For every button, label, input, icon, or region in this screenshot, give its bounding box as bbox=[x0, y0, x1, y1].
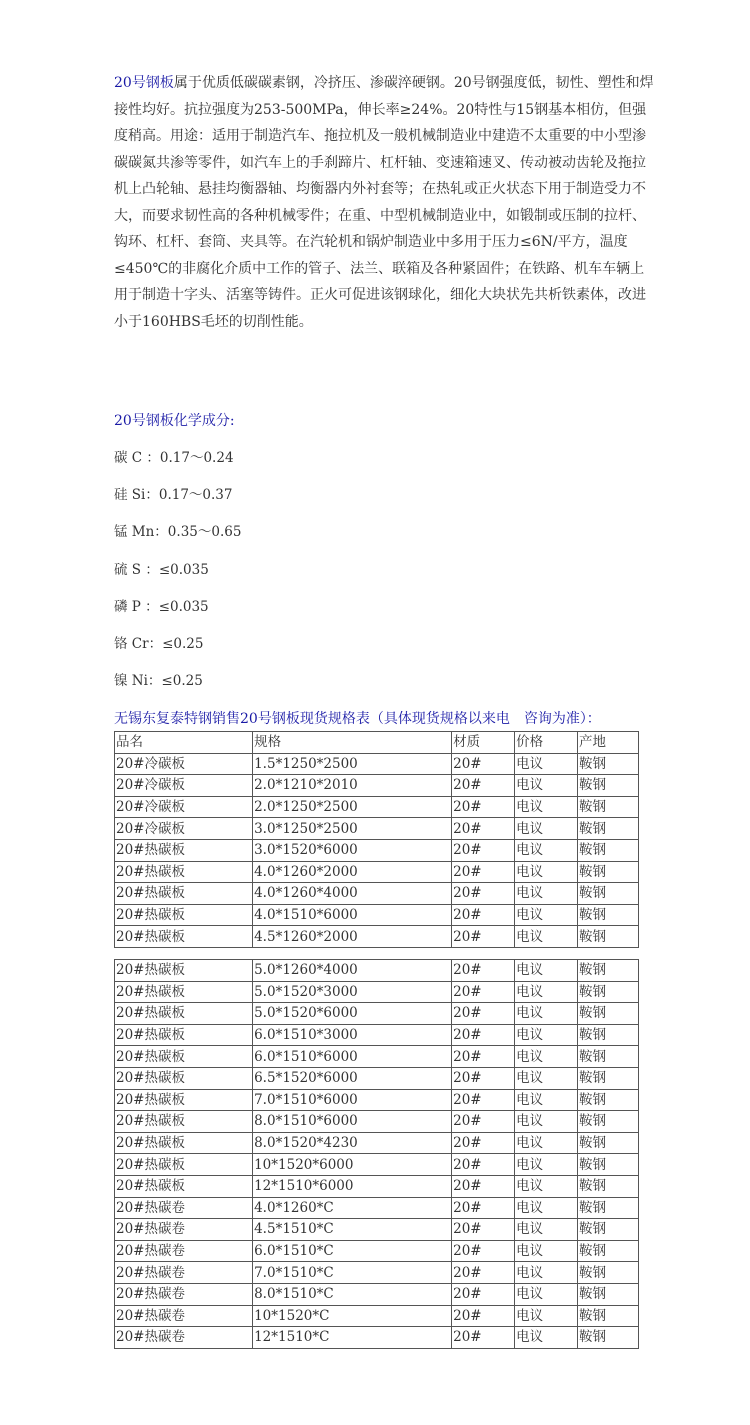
cell-spec: 10*1520*C bbox=[253, 1305, 452, 1327]
chemistry-item: 铬 Cr：≤0.25 bbox=[114, 635, 204, 652]
cell-price: 电议 bbox=[515, 1197, 578, 1219]
cell-origin: 鞍钢 bbox=[578, 818, 639, 840]
cell-spec: 3.0*1250*2500 bbox=[253, 818, 452, 840]
table-row bbox=[115, 1132, 639, 1154]
cell-spec: 4.0*1260*2000 bbox=[253, 861, 452, 883]
cell-origin: 鞍钢 bbox=[578, 861, 639, 883]
chemistry-list bbox=[114, 445, 241, 705]
intro-paragraph bbox=[114, 70, 654, 335]
cell-material: 20# bbox=[452, 883, 515, 905]
table-row bbox=[115, 1111, 639, 1133]
cell-name: 20#热碳板 bbox=[115, 1089, 253, 1111]
cell-name: 20#热碳板 bbox=[115, 960, 253, 982]
cell-material: 20# bbox=[452, 1024, 515, 1046]
cell-spec: 7.0*1510*6000 bbox=[253, 1089, 452, 1111]
cell-origin: 鞍钢 bbox=[578, 904, 639, 926]
cell-name: 20#热碳板 bbox=[115, 861, 253, 883]
chemistry-item: 硫 S ：≤0.035 bbox=[114, 561, 209, 578]
cell-name: 20#热碳板 bbox=[115, 904, 253, 926]
table-row bbox=[115, 1175, 639, 1197]
cell-price: 电议 bbox=[515, 1024, 578, 1046]
cell-origin: 鞍钢 bbox=[578, 1132, 639, 1154]
chemistry-item: 锰 Mn：0.35～0.65 bbox=[114, 524, 242, 541]
cell-spec: 12*1510*C bbox=[253, 1327, 452, 1349]
cell-spec: 12*1510*6000 bbox=[253, 1175, 452, 1197]
cell-origin: 鞍钢 bbox=[578, 839, 639, 861]
cell-price: 电议 bbox=[515, 1240, 578, 1262]
table-row bbox=[115, 1240, 639, 1262]
cell-origin: 鞍钢 bbox=[578, 1219, 639, 1241]
table-row bbox=[115, 904, 639, 926]
table-row bbox=[115, 1327, 639, 1349]
cell-name: 20#热碳卷 bbox=[115, 1305, 253, 1327]
table-row bbox=[115, 1046, 639, 1068]
cell-material: 20# bbox=[452, 753, 515, 775]
cell-material: 20# bbox=[452, 1305, 515, 1327]
cell-origin: 鞍钢 bbox=[578, 1305, 639, 1327]
cell-name: 20#热碳板 bbox=[115, 883, 253, 905]
cell-material: 20# bbox=[452, 775, 515, 797]
header-origin: 产地 bbox=[578, 732, 639, 754]
cell-material: 20# bbox=[452, 1132, 515, 1154]
cell-material: 20# bbox=[452, 1327, 515, 1349]
cell-origin: 鞍钢 bbox=[578, 1089, 639, 1111]
cell-price: 电议 bbox=[515, 1132, 578, 1154]
cell-price: 电议 bbox=[515, 1262, 578, 1284]
cell-price: 电议 bbox=[515, 1327, 578, 1349]
table-header-row bbox=[115, 732, 639, 754]
table-row bbox=[115, 753, 639, 775]
cell-spec: 5.0*1260*4000 bbox=[253, 960, 452, 982]
cell-name: 20#热碳板 bbox=[115, 1024, 253, 1046]
cell-price: 电议 bbox=[515, 1283, 578, 1305]
cell-name: 20#热碳板 bbox=[115, 1111, 253, 1133]
table-row bbox=[115, 883, 639, 905]
chemistry-title: 20号钢板化学成分: bbox=[114, 413, 235, 429]
cell-name: 20#热碳板 bbox=[115, 1175, 253, 1197]
cell-name: 20#热碳板 bbox=[115, 981, 253, 1003]
cell-origin: 鞍钢 bbox=[578, 926, 639, 948]
cell-name: 20#热碳板 bbox=[115, 926, 253, 948]
table-row bbox=[115, 1262, 639, 1284]
cell-origin: 鞍钢 bbox=[578, 1262, 639, 1284]
cell-material: 20# bbox=[452, 1046, 515, 1068]
cell-name: 20#热碳卷 bbox=[115, 1283, 253, 1305]
cell-material: 20# bbox=[452, 1197, 515, 1219]
cell-spec: 4.0*1260*C bbox=[253, 1197, 452, 1219]
header-material: 材质 bbox=[452, 732, 515, 754]
cell-material: 20# bbox=[452, 981, 515, 1003]
table-row bbox=[115, 960, 639, 982]
cell-name: 20#热碳板 bbox=[115, 1154, 253, 1176]
cell-price: 电议 bbox=[515, 904, 578, 926]
cell-origin: 鞍钢 bbox=[578, 1046, 639, 1068]
cell-price: 电议 bbox=[515, 1154, 578, 1176]
table-row bbox=[115, 1154, 639, 1176]
cell-material: 20# bbox=[452, 1219, 515, 1241]
cell-material: 20# bbox=[452, 904, 515, 926]
cell-spec: 2.0*1210*2010 bbox=[253, 775, 452, 797]
cell-material: 20# bbox=[452, 1262, 515, 1284]
cell-name: 20#热碳板 bbox=[115, 1132, 253, 1154]
cell-material: 20# bbox=[452, 796, 515, 818]
cell-price: 电议 bbox=[515, 1219, 578, 1241]
cell-origin: 鞍钢 bbox=[578, 883, 639, 905]
table-row bbox=[115, 861, 639, 883]
chemistry-item: 磷 P ：≤0.035 bbox=[114, 598, 209, 615]
cell-spec: 6.5*1520*6000 bbox=[253, 1067, 452, 1089]
cell-material: 20# bbox=[452, 1283, 515, 1305]
cell-origin: 鞍钢 bbox=[578, 775, 639, 797]
table-row bbox=[115, 1003, 639, 1025]
table-row bbox=[115, 1305, 639, 1327]
cell-origin: 鞍钢 bbox=[578, 960, 639, 982]
cell-name: 20#热碳卷 bbox=[115, 1219, 253, 1241]
cell-origin: 鞍钢 bbox=[578, 1067, 639, 1089]
cell-material: 20# bbox=[452, 818, 515, 840]
chemistry-item: 镍 Ni：≤0.25 bbox=[114, 673, 203, 690]
cell-origin: 鞍钢 bbox=[578, 1111, 639, 1133]
cell-material: 20# bbox=[452, 1175, 515, 1197]
cell-spec: 6.0*1510*C bbox=[253, 1240, 452, 1262]
table-row bbox=[115, 1283, 639, 1305]
cell-price: 电议 bbox=[515, 861, 578, 883]
cell-price: 电议 bbox=[515, 981, 578, 1003]
cell-spec: 10*1520*6000 bbox=[253, 1154, 452, 1176]
cell-origin: 鞍钢 bbox=[578, 1283, 639, 1305]
cell-origin: 鞍钢 bbox=[578, 981, 639, 1003]
cell-spec: 3.0*1520*6000 bbox=[253, 839, 452, 861]
cell-material: 20# bbox=[452, 1067, 515, 1089]
cell-name: 20#冷碳板 bbox=[115, 775, 253, 797]
cell-material: 20# bbox=[452, 861, 515, 883]
cell-spec: 8.0*1510*C bbox=[253, 1283, 452, 1305]
header-price: 价格 bbox=[515, 732, 578, 754]
cell-name: 20#冷碳板 bbox=[115, 753, 253, 775]
cell-name: 20#热碳板 bbox=[115, 1003, 253, 1025]
cell-spec: 7.0*1510*C bbox=[253, 1262, 452, 1284]
cell-price: 电议 bbox=[515, 926, 578, 948]
cell-spec: 2.0*1250*2500 bbox=[253, 796, 452, 818]
cell-name: 20#热碳卷 bbox=[115, 1240, 253, 1262]
chemistry-item: 硅 Si：0.17～0.37 bbox=[114, 487, 233, 504]
table-row bbox=[115, 818, 639, 840]
intro-text: 属于优质低碳碳素钢，冷挤压、渗碳淬硬钢。20号钢强度低，韧性、塑性和焊接性均好。抗拉强度为253-500MPa，伸长率≥24%。20特性与15钢基本相仿，但强度稍高。用途：适用于制造汽车、拖拉机及一般机械制造业中建造不太重要的中小型渗碳碳氮共渗等零件，如汽车上的手刹蹄片、杠杆轴、变速箱速叉、传动被动齿轮及拖拉机上凸轮轴、悬挂均衡器轴、均衡器内外衬套等；在热轧或正火状态下用于制造受力不大，而要求韧性高的各种机械零件；在重、中型机械制造业中，如锻制或压制的拉杆、钩环、杠杆、套筒、夹具等。在汽轮机和锅炉制造业中多用于压力≤6N/平方，温度≤450℃的非腐化介质中工作的管子、法兰、联箱及各种紧固件；在铁路、机车车辆上用于制造十字头、活塞等铸件。正火可促进该钢球化，细化大块状先共析铁素体，改进小于160HBS毛坯的切削性能。 bbox=[114, 75, 654, 330]
cell-material: 20# bbox=[452, 1003, 515, 1025]
cell-name: 20#冷碳板 bbox=[115, 818, 253, 840]
cell-price: 电议 bbox=[515, 775, 578, 797]
cell-origin: 鞍钢 bbox=[578, 1175, 639, 1197]
cell-spec: 5.0*1520*3000 bbox=[253, 981, 452, 1003]
cell-origin: 鞍钢 bbox=[578, 1327, 639, 1349]
cell-price: 电议 bbox=[515, 1046, 578, 1068]
cell-origin: 鞍钢 bbox=[578, 1003, 639, 1025]
header-name: 品名 bbox=[115, 732, 253, 754]
cell-material: 20# bbox=[452, 1240, 515, 1262]
table-row bbox=[115, 981, 639, 1003]
table-row bbox=[115, 796, 639, 818]
table-row bbox=[115, 839, 639, 861]
spec-table-part2 bbox=[114, 959, 639, 1349]
table-row bbox=[115, 1024, 639, 1046]
cell-origin: 鞍钢 bbox=[578, 1240, 639, 1262]
cell-origin: 鞍钢 bbox=[578, 753, 639, 775]
cell-price: 电议 bbox=[515, 883, 578, 905]
intro-keyword: 20号钢板 bbox=[114, 75, 174, 91]
cell-spec: 6.0*1510*3000 bbox=[253, 1024, 452, 1046]
cell-name: 20#热碳卷 bbox=[115, 1197, 253, 1219]
table-row bbox=[115, 1089, 639, 1111]
cell-origin: 鞍钢 bbox=[578, 1024, 639, 1046]
table-row bbox=[115, 1197, 639, 1219]
spec-table-title: 无锡东复泰特钢销售20号钢板现货规格表（具体现货规格以来电 咨询为准）： bbox=[114, 711, 601, 727]
cell-name: 20#热碳卷 bbox=[115, 1262, 253, 1284]
cell-spec: 8.0*1510*6000 bbox=[253, 1111, 452, 1133]
cell-origin: 鞍钢 bbox=[578, 796, 639, 818]
cell-name: 20#冷碳板 bbox=[115, 796, 253, 818]
cell-material: 20# bbox=[452, 1089, 515, 1111]
cell-name: 20#热碳板 bbox=[115, 1046, 253, 1068]
cell-name: 20#热碳板 bbox=[115, 839, 253, 861]
cell-price: 电议 bbox=[515, 753, 578, 775]
table-row bbox=[115, 1067, 639, 1089]
cell-spec: 4.5*1510*C bbox=[253, 1219, 452, 1241]
cell-spec: 5.0*1520*6000 bbox=[253, 1003, 452, 1025]
cell-price: 电议 bbox=[515, 1111, 578, 1133]
table-row bbox=[115, 775, 639, 797]
cell-price: 电议 bbox=[515, 960, 578, 982]
chemistry-item: 碳 C ：0.17～0.24 bbox=[114, 450, 234, 466]
cell-price: 电议 bbox=[515, 1305, 578, 1327]
cell-name: 20#热碳卷 bbox=[115, 1327, 253, 1349]
cell-price: 电议 bbox=[515, 1089, 578, 1111]
cell-material: 20# bbox=[452, 1154, 515, 1176]
table-row bbox=[115, 926, 639, 948]
cell-spec: 4.0*1510*6000 bbox=[253, 904, 452, 926]
cell-material: 20# bbox=[452, 1111, 515, 1133]
cell-price: 电议 bbox=[515, 1175, 578, 1197]
cell-material: 20# bbox=[452, 839, 515, 861]
cell-material: 20# bbox=[452, 926, 515, 948]
cell-price: 电议 bbox=[515, 839, 578, 861]
cell-price: 电议 bbox=[515, 1067, 578, 1089]
cell-name: 20#热碳板 bbox=[115, 1067, 253, 1089]
cell-origin: 鞍钢 bbox=[578, 1197, 639, 1219]
cell-price: 电议 bbox=[515, 796, 578, 818]
cell-spec: 4.0*1260*4000 bbox=[253, 883, 452, 905]
cell-origin: 鞍钢 bbox=[578, 1154, 639, 1176]
spec-table-part1 bbox=[114, 731, 639, 948]
cell-price: 电议 bbox=[515, 1003, 578, 1025]
cell-spec: 6.0*1510*6000 bbox=[253, 1046, 452, 1068]
header-spec: 规格 bbox=[253, 732, 452, 754]
table-row bbox=[115, 1219, 639, 1241]
cell-spec: 4.5*1260*2000 bbox=[253, 926, 452, 948]
cell-material: 20# bbox=[452, 960, 515, 982]
cell-spec: 1.5*1250*2500 bbox=[253, 753, 452, 775]
cell-spec: 8.0*1520*4230 bbox=[253, 1132, 452, 1154]
cell-price: 电议 bbox=[515, 818, 578, 840]
